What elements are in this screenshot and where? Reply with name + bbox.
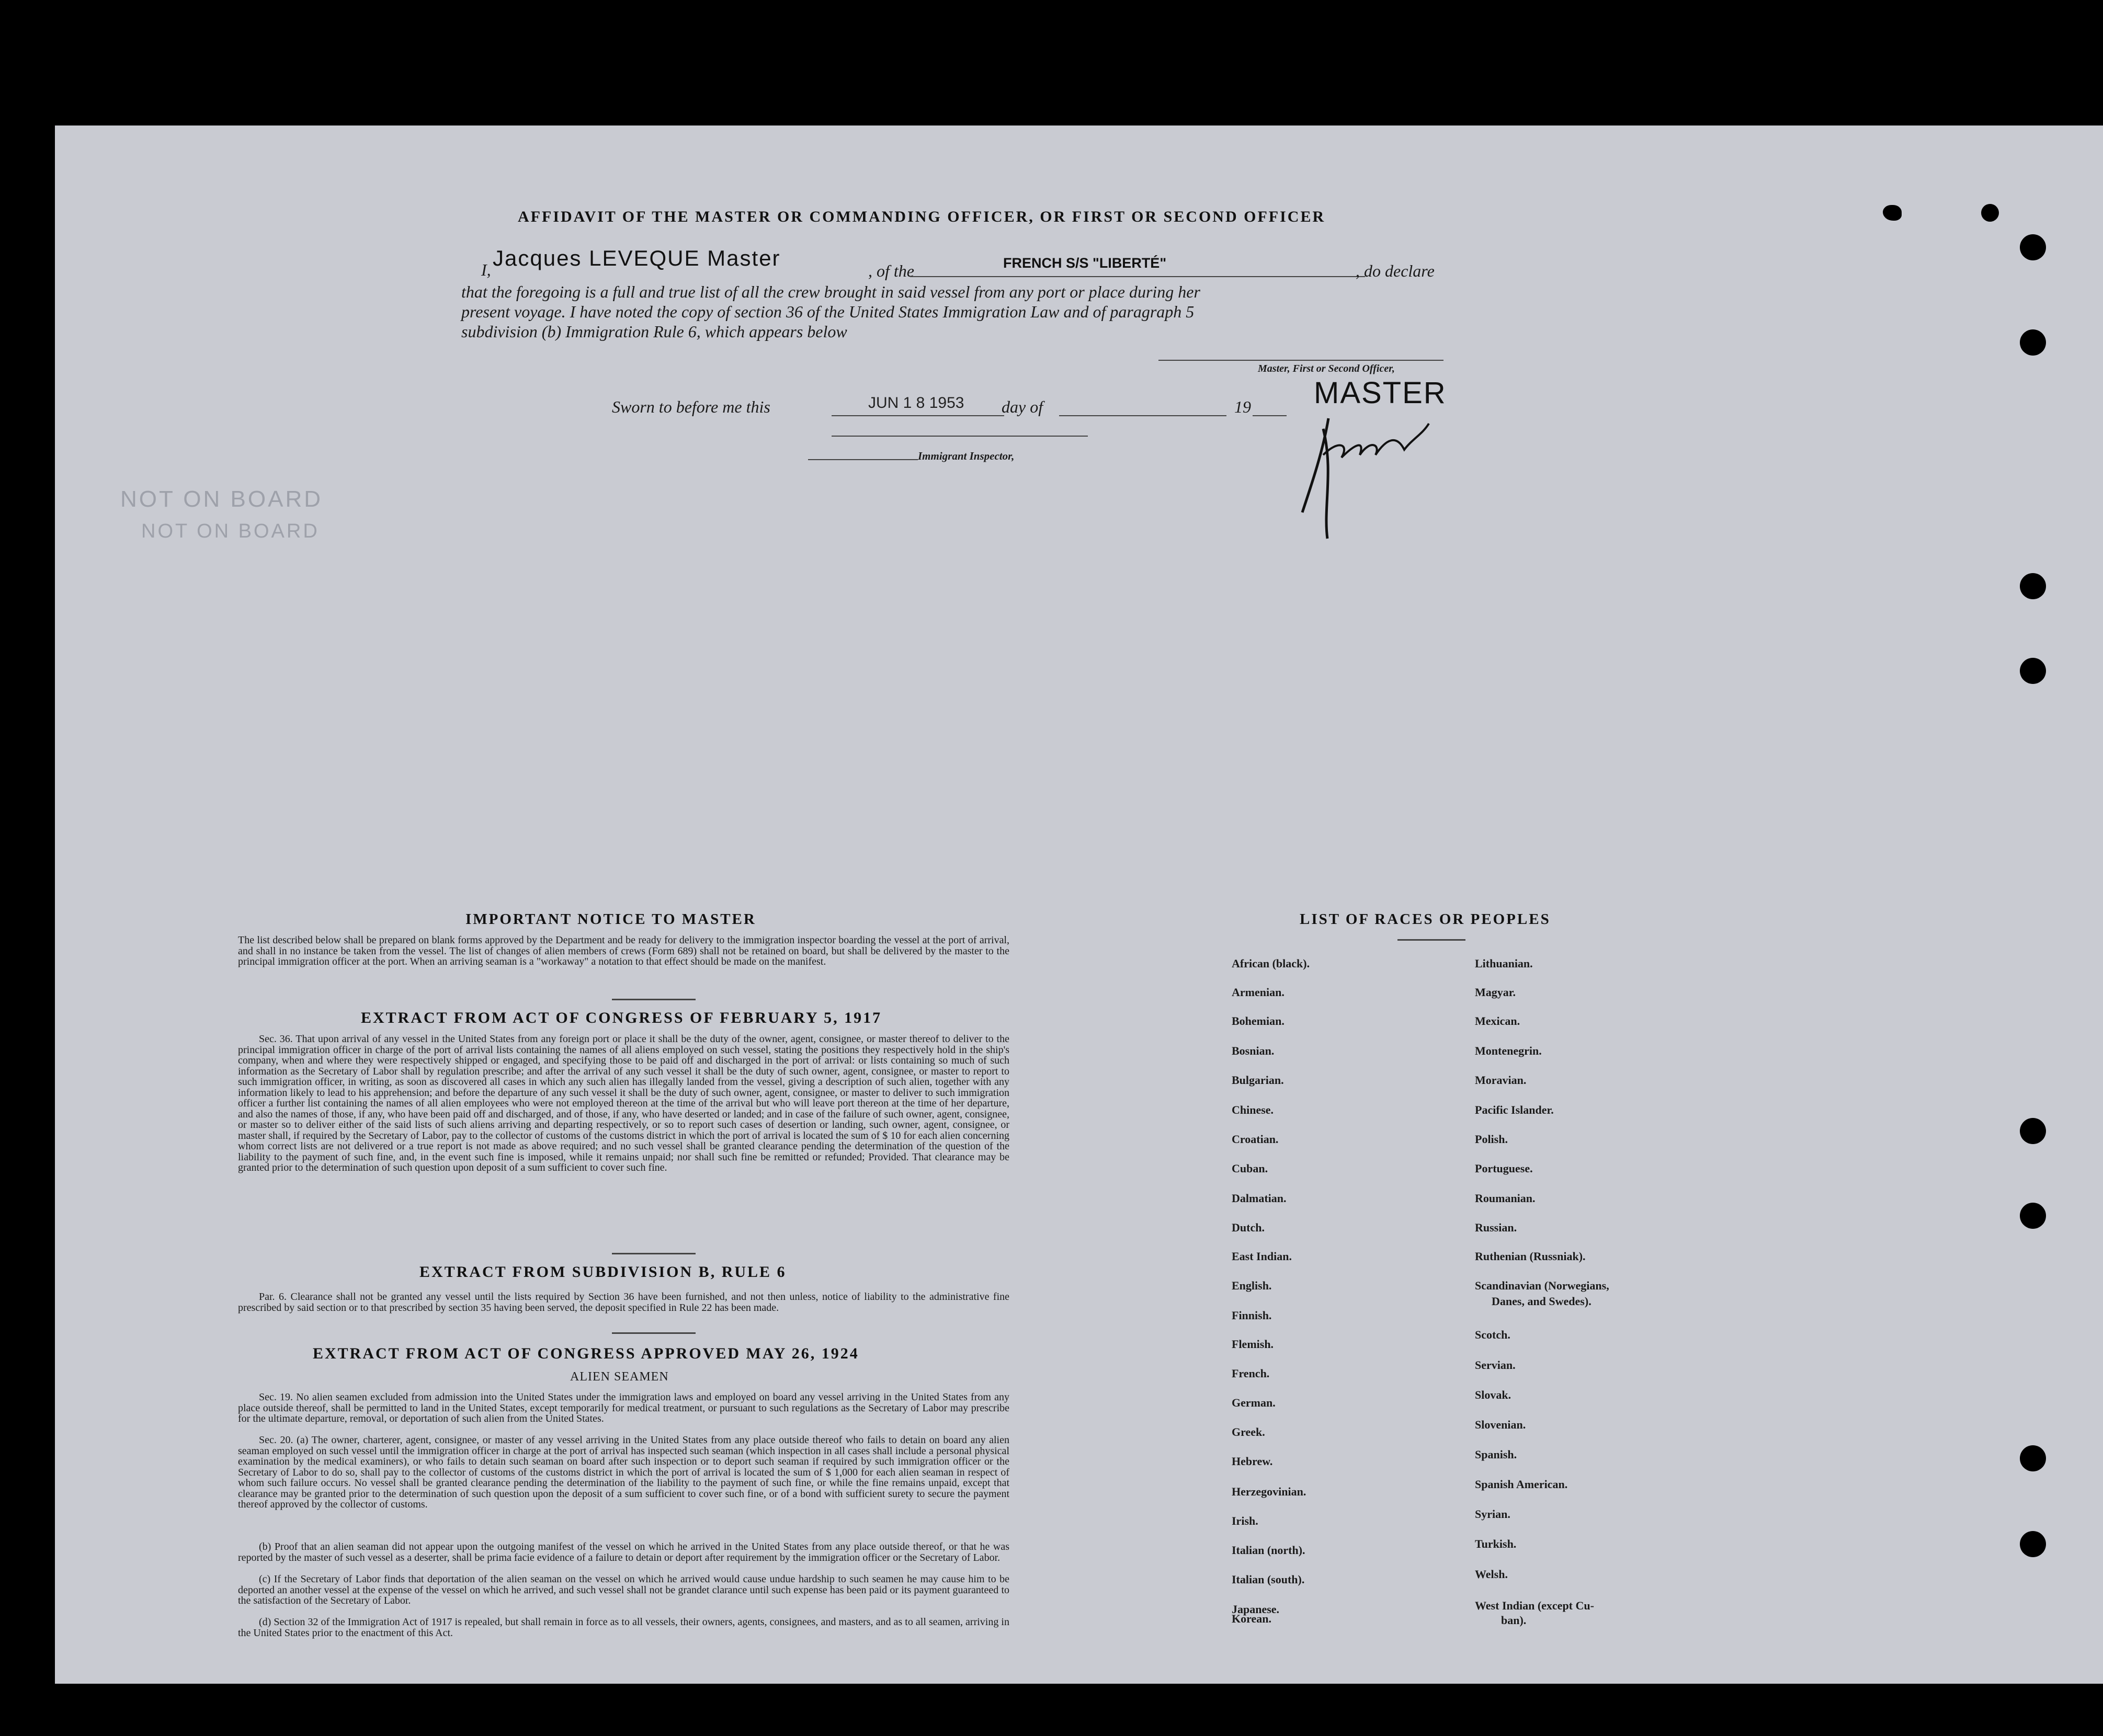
- race-right-item: Spanish.: [1475, 1448, 1517, 1461]
- faded-stamp-line1: NOT ON BOARD: [120, 486, 323, 512]
- officer-caption: Master, First or Second Officer,: [1258, 363, 1395, 374]
- race-left-item: Finnish.: [1232, 1309, 1272, 1322]
- divider: [612, 1253, 696, 1254]
- races-divider: [1397, 939, 1465, 941]
- race-right-item: Danes, and Swedes).: [1492, 1295, 1592, 1308]
- race-right-item: Syrian.: [1475, 1507, 1510, 1521]
- extract-1924-subtitle: ALIEN SEAMEN: [570, 1370, 669, 1384]
- affidavit-title: AFFIDAVIT OF THE MASTER OR COMMANDING OFFICER, OR FIRST OR SECOND OFFICER: [518, 208, 1326, 225]
- race-left-item: Cuban.: [1232, 1162, 1268, 1175]
- race-left-item: Bosnian.: [1232, 1044, 1275, 1057]
- divider: [612, 1332, 696, 1334]
- sworn-label: Sworn to before me this: [612, 397, 770, 416]
- punch-hole: [2020, 658, 2046, 684]
- race-left-item: French.: [1232, 1367, 1270, 1380]
- affidavit-body-line3: subdivision (b) Immigration Rule 6, which appears below: [461, 322, 847, 341]
- race-right-item: Slovenian.: [1475, 1418, 1526, 1431]
- race-right-item: West Indian (except Cu-: [1475, 1599, 1594, 1612]
- race-right-item: Russian.: [1475, 1221, 1517, 1234]
- date-line: [832, 415, 1004, 416]
- extract-1924-sec20a: Sec. 20. (a) The owner, charterer, agent, consignee, or master of any vessel arriving in the United States from any place outside thereof who fails to detain on board any alien seaman employed on such vessel until the immigration officer in charge at the port of arrival has inspected such seaman (which inspection in all cases shall include a personal physical examination by the medical examiners), or who fails to detain such seaman on board after such inspection or to deport such seaman if required by such immigration officer or the Secretary of Labor to do so, shall pay to the collector of customs of the customs district in which the port of arrival is located the sum of $ 1,000 for each alien seaman in respect of whom such failure occurs. No vessel shall be granted clearance pending the determination of the liability to the payment of such fine, or while the fine remains unpaid, except that clearance may be granted prior to the determination of such question upon the deposit of a sum sufficient to cover such fine, or of a bond with sufficient surety to secure the payment thereof approved by the collector of customs.: [238, 1434, 1009, 1510]
- races-title: LIST OF RACES OR PEOPLES: [1300, 911, 1551, 928]
- extract-1924-sec19: Sec. 19. No alien seamen excluded from admission into the United States under the immigration laws and employed on board any vessel arriving in the United States from any place outside thereof, shall be permitted to land in the United States, except temporarily for medical treatment, or pursuant to such regulations as the Secretary of Labor may prescribe for the ultimate departure, removal, or deportation of such alien from the United States.: [238, 1391, 1009, 1424]
- vessel-underline: [910, 276, 1365, 277]
- notice-body: The list described below shall be prepared on blank forms approved by the Department and be ready for delivery to the immigration inspector boarding the vessel at the port of arrival, and shall in no instance be taken from the vessel. The list of changes of alien members of crews (Form 689) shall not be retained on board, but shall be delivered by the master to the principal immigration officer at the port. When an arriving seaman is a "workaway" a notation to that effect should be made on the manifest.: [238, 934, 1009, 967]
- faded-stamp-line2: NOT ON BOARD: [141, 520, 320, 542]
- race-left-item: Italian (south).: [1232, 1573, 1305, 1586]
- race-left-item: African (black).: [1232, 957, 1310, 970]
- race-right-item: ban).: [1501, 1614, 1527, 1627]
- punch-hole: [2020, 1203, 2046, 1229]
- race-left-item: Croatian.: [1232, 1133, 1279, 1146]
- punch-hole: [2020, 1531, 2046, 1557]
- extract-1924-sec20c: (c) If the Secretary of Labor finds that deportation of the alien seaman on the vessel on which he arrived would cause undue hardship to such seamen he may cause him to be deported an another vessel at the expense of the vessel on which he arrived, and such vessel shall not be grandet clarance until such expense has been paid or its payment guaranteed to the satisfaction of the Secretary of Labor.: [238, 1573, 1009, 1606]
- race-left-item: Bohemian.: [1232, 1014, 1284, 1027]
- race-left-item: Italian (north).: [1232, 1544, 1305, 1557]
- race-right-item: Portuguese.: [1475, 1162, 1533, 1175]
- extract-rule6-body: Par. 6. Clearance shall not be granted any vessel until the lists required by Section 36 have been furnished, and not then unless, notice of liability to the administrative fine prescribed by said section or to that prescribed by section 35 having been served, the deposit specified in Rule 22 has been made.: [238, 1291, 1009, 1314]
- inspector-line: [808, 459, 918, 460]
- punch-hole: [2020, 329, 2046, 356]
- race-right-item: Moravian.: [1475, 1073, 1527, 1087]
- affidavit-i-label: I,: [481, 260, 491, 279]
- notice-title: IMPORTANT NOTICE TO MASTER: [465, 911, 756, 928]
- race-left-item: Korean.: [1232, 1612, 1271, 1625]
- race-right-item: Polish.: [1475, 1133, 1508, 1146]
- race-right-item: Magyar.: [1475, 986, 1516, 999]
- extract-1917-title: EXTRACT FROM ACT OF CONGRESS OF FEBRUARY 5, 1917: [361, 1009, 882, 1026]
- inspector-caption: Immigrant Inspector,: [918, 450, 1015, 462]
- affidavit-body-line1: that the foregoing is a full and true list of all the crew brought in said vessel from any port or place during her: [461, 282, 1200, 301]
- year-line: [1253, 415, 1287, 416]
- race-right-item: Ruthenian (Russniak).: [1475, 1250, 1586, 1263]
- race-left-item: Irish.: [1232, 1514, 1258, 1527]
- inspector-upper-line: [832, 436, 1088, 437]
- vessel-name: FRENCH S/S "LIBERTÉ": [1003, 255, 1167, 271]
- race-left-item: Armenian.: [1232, 986, 1284, 999]
- race-left-item: Dalmatian.: [1232, 1192, 1287, 1205]
- race-left-item: Bulgarian.: [1232, 1073, 1284, 1087]
- punch-hole: [2020, 1445, 2046, 1471]
- race-left-item: German.: [1232, 1396, 1276, 1409]
- extract-1917-body: Sec. 36. That upon arrival of any vessel in the United States from any foreign port or place it shall be the duty of the owner, agent, consignee, or master thereof to deliver to the principal immigration officer in charge of the port of arrival lists containing the names of all aliens employed on such vessel, stating the positions they respectively hold in the ship's company, when and where they were respectively shipped or engaged, and specifying those to be paid off and discharged in the port of arrival: or lists containing so much of such information as the Secretary of Labor shall by regulation prescribe; and after the arrival of any such vessel it shall be the duty of such owner, agent, consignee, or master to report to such immigration officer, in writing, as soon as discovered all cases in which any such alien has illegally landed from the vessel, giving a description of such alien, together with any information likely to lead to his apprehension; and before the departure of any such vessel it shall be the duty of such owner, agent, consignee, or master to deliver to such immigration officer a further list containing the names of all alien employees who were not employed thereon at the time of the arrival but who will leave port thereon at the time of her departure, and also the names of those, if any, who have been paid off and discharged, and of those, if any, who have deserted or landed; and in case of the failure of such owner, agent, consignee, or master so to deliver either of the said lists of such aliens arriving and departing respectively, or so to report such cases of desertion or landing, such owner, agent, consignee, or master shall, if required by the Secretary of Labor, pay to the collector of customs of the customs district in which the port of arrival is located the sum of $ 10 for each alien concerning whom correct lists are not delivered or a true report is not made as above required; and no such vessel shall be granted clearance pending the determination of the question of the liability to the payment of such fine, and, in the event such fine is imposed, while it remains unpaid; nor shall such fine be remitted or refunded; Provided. That clearance may be granted prior to the determination of such question upon deposit of a sum sufficient to cover such fine.: [238, 1033, 1009, 1173]
- race-right-item: Welsh.: [1475, 1568, 1508, 1581]
- extract-1924-title: EXTRACT FROM ACT OF CONGRESS APPROVED MAY 26, 1924: [313, 1345, 859, 1362]
- race-left-item: Greek.: [1232, 1425, 1265, 1438]
- month-line: [1059, 415, 1226, 416]
- race-left-item: East Indian.: [1232, 1250, 1292, 1263]
- race-right-item: Pacific Islander.: [1475, 1103, 1554, 1116]
- extract-1924-sec20b: (b) Proof that an alien seaman did not appear upon the outgoing manifest of the vessel on which he arrived in the United States from any place outside thereof, or that he was reported by the master of such vessel as a deserter, shall be prima facie evidence of a failure to detain or deport after requirement by the immigration officer or the Secretary of Labor.: [238, 1541, 1009, 1563]
- race-right-item: Scotch.: [1475, 1328, 1510, 1341]
- race-right-item: Scandinavian (Norwegians,: [1475, 1279, 1609, 1292]
- punch-hole: [2020, 234, 2046, 260]
- of-the-label: , of the: [868, 261, 914, 280]
- race-right-item: Slovak.: [1475, 1388, 1511, 1401]
- race-left-item: Dutch.: [1232, 1221, 1265, 1234]
- binder-mark: [1981, 204, 1999, 222]
- do-declare-label: , do declare: [1356, 261, 1435, 280]
- race-right-item: Montenegrin.: [1475, 1044, 1542, 1057]
- race-right-item: Mexican.: [1475, 1014, 1520, 1027]
- master-signature: [1292, 408, 1449, 544]
- punch-hole: [2020, 1118, 2046, 1144]
- extract-rule6-title: EXTRACT FROM SUBDIVISION B, RULE 6: [419, 1263, 787, 1281]
- race-right-item: Turkish.: [1475, 1537, 1517, 1550]
- divider: [612, 999, 696, 1000]
- race-left-item: Japanese.: [1232, 1603, 1280, 1616]
- race-right-item: Spanish American.: [1475, 1478, 1568, 1491]
- master-name: Jacques LEVEQUE Master: [493, 246, 781, 270]
- day-of-label: day of: [1002, 397, 1043, 416]
- master-stamp: MASTER: [1314, 376, 1447, 410]
- race-left-item: English.: [1232, 1279, 1272, 1292]
- race-left-item: Hebrew.: [1232, 1455, 1273, 1468]
- race-left-item: Chinese.: [1232, 1103, 1274, 1116]
- affidavit-body-line2: present voyage. I have noted the copy of section 36 of the United States Immigration Law and of paragraph 5: [461, 302, 1195, 321]
- race-left-item: Herzegovinian.: [1232, 1485, 1306, 1498]
- punch-hole: [2020, 573, 2046, 599]
- race-right-item: Roumanian.: [1475, 1192, 1536, 1205]
- extract-1924-sec20d: (d) Section 32 of the Immigration Act of 1917 is repealed, but shall remain in force as to all vessels, their owners, agents, consignees, and masters, and as to all seamen, arriving in the United States prior to the enactment of this Act.: [238, 1616, 1009, 1639]
- race-right-item: Lithuanian.: [1475, 957, 1533, 970]
- race-left-item: Flemish.: [1232, 1338, 1274, 1351]
- stamp-date: JUN 1 8 1953: [868, 394, 964, 412]
- binder-mark: [1883, 205, 1902, 221]
- race-right-item: Servian.: [1475, 1358, 1516, 1372]
- year-prefix: 19: [1234, 397, 1251, 416]
- officer-signature-line: [1158, 360, 1443, 361]
